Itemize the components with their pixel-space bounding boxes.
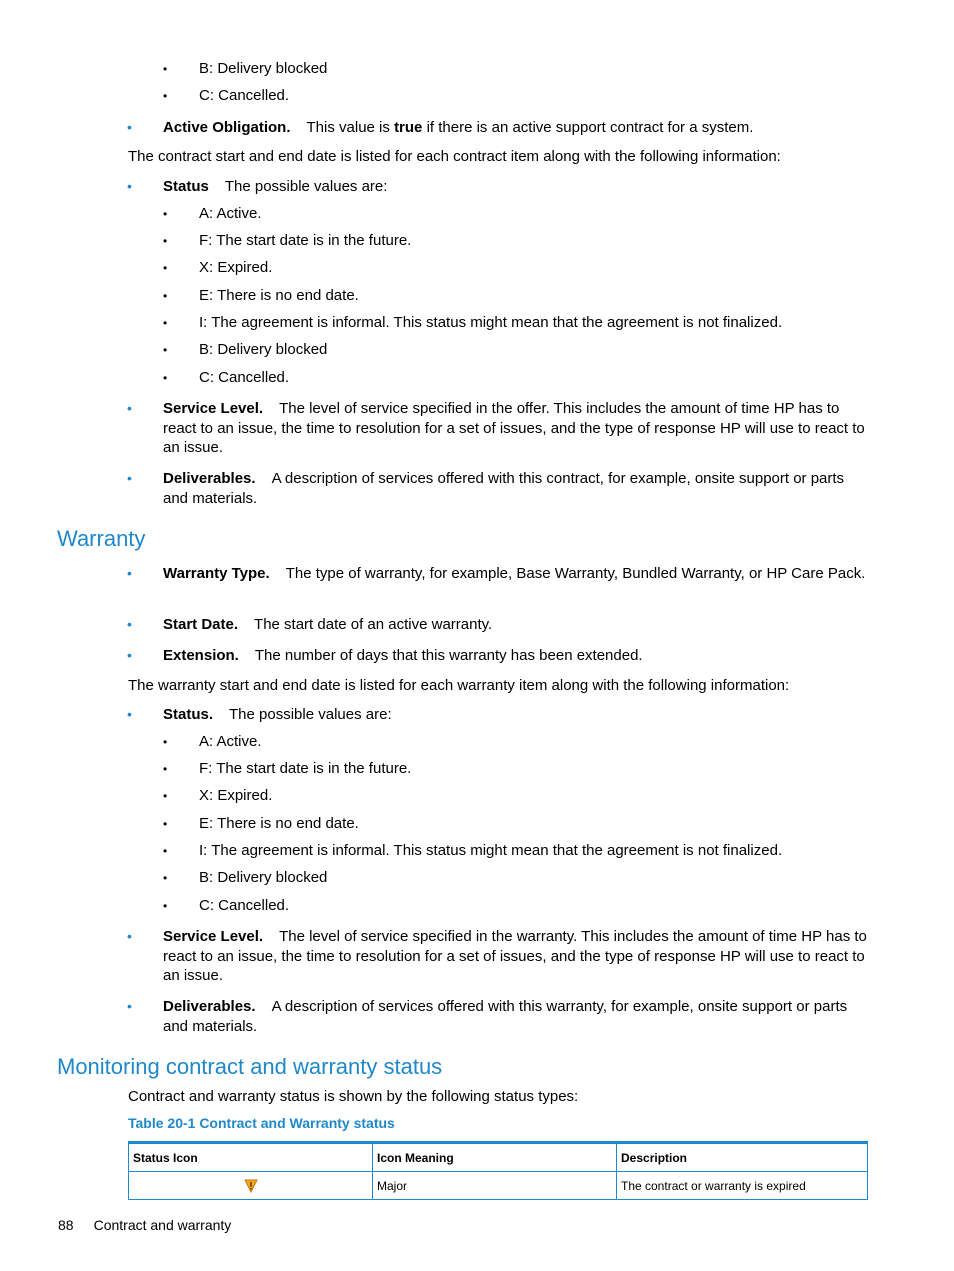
bullet-icon: • [163,789,168,803]
contract-intro: The contract start and end date is listed for each contract item along with the following information: [128,148,781,165]
page-number: 88 [58,1217,74,1233]
table-row [129,1172,868,1200]
bullet-icon: • [163,234,168,248]
bullet-icon: • [127,616,132,632]
warranty-type-item: • Warranty Type. The type of warranty, for example, Base Warranty, Bundled Warranty, or HP Care Pack. [127,565,866,582]
bullet-icon: • [163,371,168,385]
warranty-extension-item: • Extension. The number of days that this warranty has been extended. [127,647,643,664]
bullet-icon: • [163,871,168,885]
bullet-icon: • [127,400,132,416]
warranty-service-level-item: • Service Level. The level of service specified in the warranty. This includes the amount of time HP has to react to an issue, the time to resolution for a set of issues, and the type of response HP will use to react to an issue. [127,928,867,984]
bullet-icon: • [163,817,168,831]
column-header: Status Icon [129,1143,373,1172]
warranty-heading: Warranty [57,526,146,551]
bullet-icon: • [127,998,132,1014]
bullet-icon: • [163,343,168,357]
contract-status-item: • Status The possible values are: [127,178,388,195]
bullet-icon: • [163,762,168,776]
column-header: Description [617,1143,868,1172]
bullet-icon: • [127,928,132,944]
bullet-icon: • [127,119,132,135]
table-caption: Table 20-1 Contract and Warranty status [128,1115,395,1131]
icon-meaning-cell: Major [373,1172,617,1200]
warranty-intro: The warranty start and end date is listed for each warranty item along with the following information: [128,677,790,694]
warranty-start-date-item: • Start Date. The start date of an active warranty. [127,616,493,633]
bullet-icon: • [127,706,132,722]
bullet-icon: • [127,470,132,486]
warning-triangle-icon [244,1179,258,1193]
contract-deliverables-item: • Deliverables. A description of services offered with this contract, for example, onsite support or parts and materials. [127,470,845,507]
bullet-icon: • [163,261,168,275]
bullet-icon: • [163,735,168,749]
status-icon-cell [129,1172,373,1200]
term-label: Active Obligation. [163,119,291,136]
page-footer [58,1215,231,1235]
bullet-icon: • [163,207,168,221]
bullet-icon: • [163,89,168,103]
column-header: Icon Meaning [373,1143,617,1172]
warranty-status-item: • Status. The possible values are: [127,706,392,723]
bullet-icon: • [163,289,168,303]
bullet-icon: • [127,178,132,194]
bullet-icon: • [127,565,132,581]
document-page: • B: Delivery blocked • C: Cancelled. • Active Obligation. This value is true if there is an active support contract for a system. The contract start and end date is listed for each contract item along with the following information: • Status The possible values are: • A: Active. • F: The start date is in the future. • X: Expired. • E: There is no end date. • I: The agreement is informal. This status might mean that the agreement is not finalized. • B: Delivery blocked • C: Cancelled. • Service Level. The level of service specified in the offer. This includes the amount of time HP has to react to an issue, the time to resolution for a set of issues, and the type of response HP will use to react to an issue. • Deliverables. A description of services offered with this contract, for example, onsite support or parts and materials. Warranty • Warranty Type. The type of warranty, for example, Base Warranty, Bundled Warranty, or HP Care Pack. • Start Date. The start date of an active warranty. • Extension. The number of days that this warranty has been extended. The warranty start and end date is listed for each warranty item along with the following information: • Status. The possible values are: • A: Active. • F: The start date is in the future. • X: Expired. • E: There is no end date. • I: The agreement is informal. This status might mean that the agreement is not finalized. • B: Delivery blocked • C: Cancelled. • Service Level. The level of service specified in the warranty. This includes the amount of time HP has to react to an issue, the time to resolution for a set of issues, and the type of response HP will use to react to an issue. • Deliverables. A description of services offered with this warranty, for example, onsite support or parts and materials. Monitoring contract and warranty status Contract and warranty status is shown by the following status types: Table 20-1 Contract and Warranty status Status Icon Icon Meaning Description Major The contract or warranty is expired 88 Contract and warranty [0,0,954,1271]
status-table [128,1141,868,1200]
description-cell: The contract or warranty is expired [617,1172,868,1200]
contract-service-level-item: • Service Level. The level of service specified in the offer. This includes the amount of time HP has to react to an issue, the time to resolution for a set of issues, and the type of response HP will use to react to an issue. [127,400,865,456]
active-obligation-item: • Active Obligation. This value is true if there is an active support contract for a system. [127,119,754,136]
monitoring-intro: Contract and warranty status is shown by the following status types: [128,1088,579,1105]
bullet-icon: • [163,62,168,76]
bullet-icon: • [163,844,168,858]
bullet-icon: • [163,899,168,913]
warranty-deliverables-item: • Deliverables. A description of services offered with this warranty, for example, onsite support or parts and materials. [127,998,848,1035]
bullet-icon: • [127,647,132,663]
footer-section: Contract and warranty [93,1217,232,1233]
bullet-icon: • [163,316,168,330]
monitoring-heading: Monitoring contract and warranty status [57,1054,443,1079]
table-header-row [129,1143,868,1172]
